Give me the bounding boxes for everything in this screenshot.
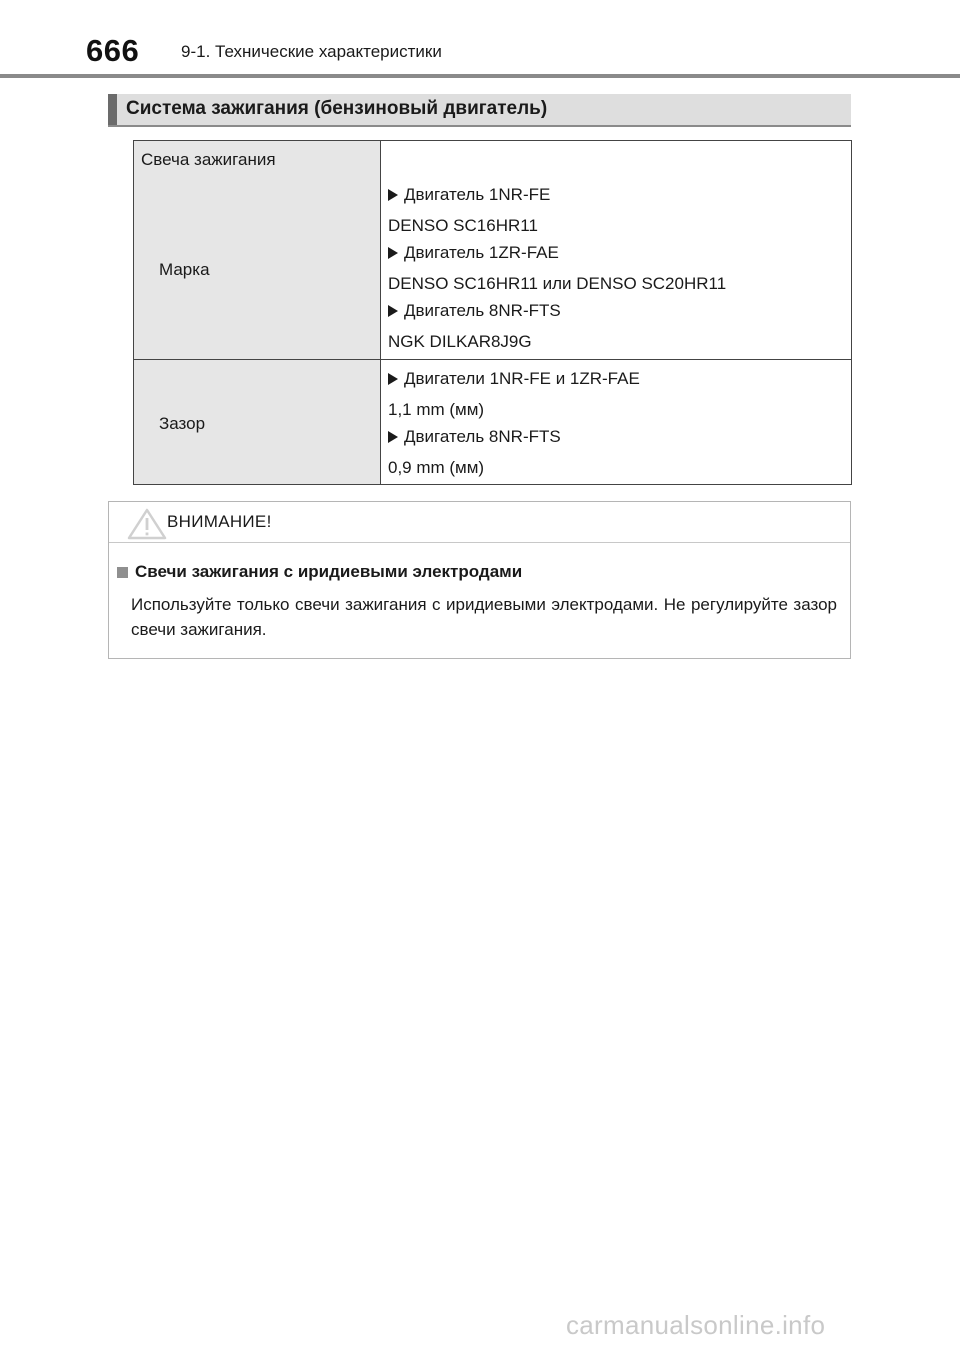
triangle-bullet-icon	[388, 373, 398, 385]
row-label-gap: Зазор	[159, 414, 206, 433]
section-marker	[108, 94, 117, 125]
row-label-brand: Марка	[159, 260, 210, 279]
chapter-title: 9-1. Технические характеристики	[181, 42, 442, 61]
entry-heading	[388, 369, 843, 389]
warning-subheading-text: Свечи зажигания с иридиевыми электродами	[135, 562, 523, 581]
entry-heading-text: Двигатель 8NR-FTS	[404, 301, 561, 320]
entry-heading-text: Двигатель 1NR-FE	[404, 185, 551, 204]
entry-heading-text: Двигатель 8NR-FTS	[404, 427, 561, 446]
triangle-bullet-icon	[388, 247, 398, 259]
entry-heading-text: Двигатели 1NR-FE и 1ZR-FAE	[404, 369, 640, 388]
triangle-bullet-icon	[388, 189, 398, 201]
label-cell-gap	[134, 360, 381, 485]
value-cell-gap	[381, 360, 852, 485]
section-title: Система зажигания (бензиновый двигатель)	[126, 98, 548, 119]
square-bullet-icon	[117, 567, 128, 578]
warning-triangle-icon	[127, 508, 167, 540]
warning-header	[109, 502, 850, 543]
page-number: 666	[86, 33, 140, 68]
table-row-gap	[134, 360, 852, 485]
entry-heading-text: Двигатель 1ZR-FAE	[404, 243, 559, 262]
warning-text: Используйте только свечи зажигания с иридиевыми электродами. Не регулируйте зазор свечи зажигания.	[131, 595, 837, 639]
triangle-bullet-icon	[388, 305, 398, 317]
entry-value: 0,9 mm (мм)	[388, 458, 485, 477]
entry-heading	[388, 185, 843, 205]
entry-value: DENSO SC16HR11 или DENSO SC20HR11	[388, 274, 727, 293]
watermark: carmanualsonline.info	[566, 1310, 826, 1340]
value-cell-brand	[381, 141, 852, 360]
warning-subheading	[117, 562, 522, 582]
entry-value: 1,1 mm (мм)	[388, 400, 485, 419]
entry-heading	[388, 301, 843, 321]
label-cell-brand	[134, 141, 381, 360]
spark-plug-spec-table	[133, 140, 852, 485]
entry-heading	[388, 243, 843, 263]
triangle-bullet-icon	[388, 431, 398, 443]
entry-value: NGK DILKAR8J9G	[388, 332, 532, 351]
group-label: Свеча зажигания	[141, 150, 276, 169]
section-banner	[108, 94, 851, 127]
warning-box	[108, 501, 851, 659]
table-row-brand	[134, 141, 852, 360]
entry-heading	[388, 427, 843, 447]
page-header	[0, 0, 960, 80]
header-rule	[0, 74, 960, 78]
entry-value: DENSO SC16HR11	[388, 216, 538, 235]
warning-title: ВНИМАНИЕ!	[167, 512, 272, 531]
